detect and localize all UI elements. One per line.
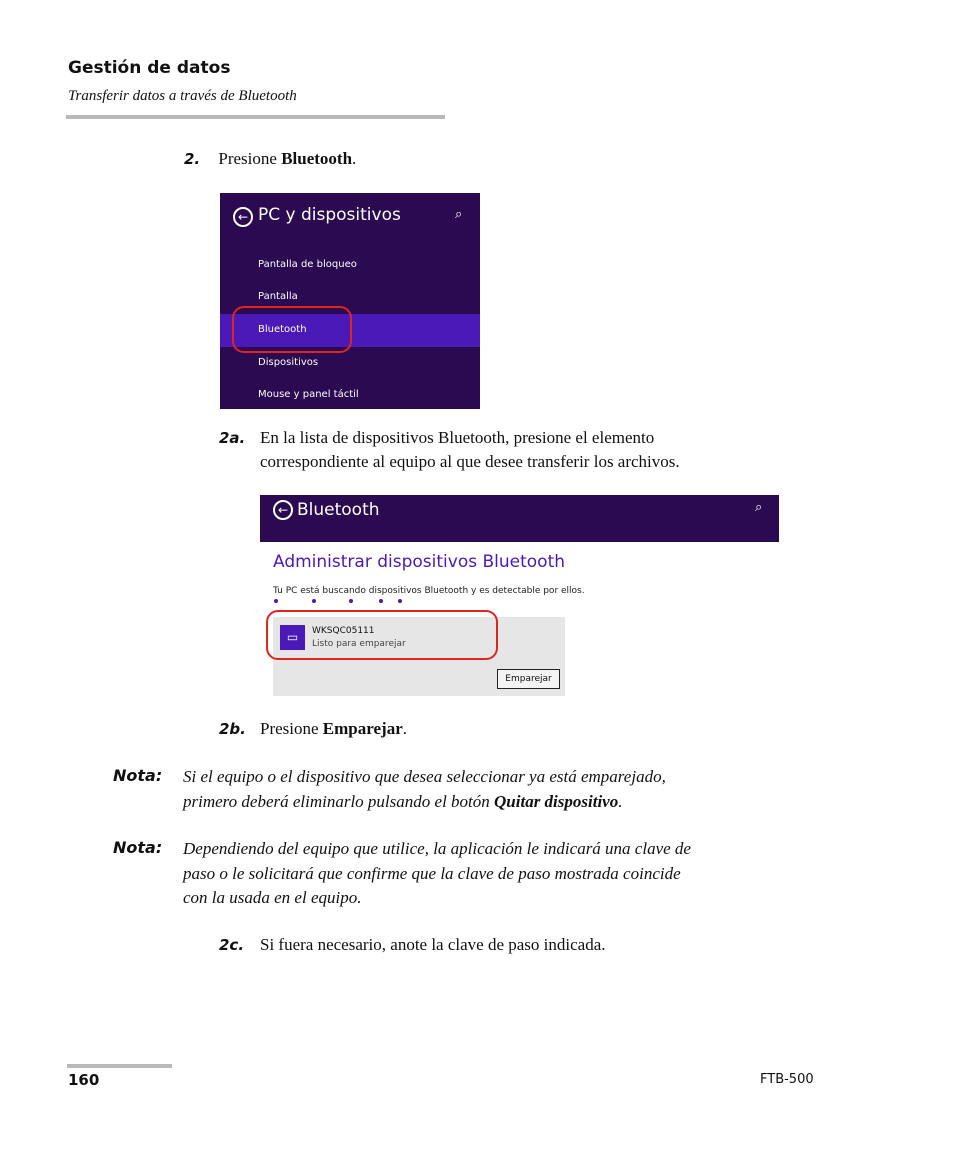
device-icon: ▭ bbox=[280, 625, 305, 650]
pair-button[interactable]: Emparejar bbox=[497, 669, 560, 689]
back-arrow-icon[interactable]: ← bbox=[273, 500, 293, 520]
progress-dot bbox=[274, 599, 278, 603]
step-number: 2c. bbox=[219, 936, 245, 954]
note-2-line-2: paso o le solicitará que confirme que la clave de paso mostrada coincide bbox=[183, 864, 681, 883]
step-2b bbox=[219, 717, 246, 741]
step-text-suffix: . bbox=[402, 719, 407, 738]
back-arrow-icon[interactable]: ← bbox=[233, 207, 253, 227]
search-icon[interactable]: ⌕ bbox=[755, 500, 763, 515]
step-2c bbox=[219, 933, 244, 957]
highlight-outline bbox=[232, 306, 352, 353]
step-2a-line-2: correspondiente al equipo al que desee transferir los archivos. bbox=[260, 452, 680, 471]
step-2c-text: Si fuera necesario, anote la clave de paso indicada. bbox=[260, 935, 606, 954]
note-2-line-1: Dependiendo del equipo que utilice, la aplicación le indicará una clave de bbox=[183, 839, 691, 858]
progress-dot bbox=[379, 599, 383, 603]
menu-item-bluetooth[interactable]: Bluetooth bbox=[258, 324, 307, 335]
note-text-suffix: . bbox=[618, 792, 623, 811]
step-number: 2. bbox=[184, 150, 201, 168]
step-2 bbox=[184, 147, 356, 171]
step-text-bold: Emparejar bbox=[322, 719, 403, 738]
screen-title: Bluetooth bbox=[297, 500, 380, 520]
section-title: Gestión de datos bbox=[68, 58, 231, 78]
highlight-outline bbox=[266, 610, 498, 660]
scan-status-text: Tu PC está buscando dispositivos Bluetooth y es detectable por ellos. bbox=[273, 586, 585, 596]
note-label: Nota: bbox=[113, 766, 163, 785]
progress-dot bbox=[398, 599, 402, 603]
step-2a-line-1: En la lista de dispositivos Bluetooth, presione el elemento bbox=[260, 428, 655, 447]
manage-devices-heading: Administrar dispositivos Bluetooth bbox=[273, 552, 566, 572]
progress-dot bbox=[349, 599, 353, 603]
menu-item-pantalla[interactable]: Pantalla bbox=[258, 291, 298, 302]
note-1-line-2 bbox=[183, 789, 622, 814]
device-status: Listo para emparejar bbox=[312, 639, 406, 649]
screen-title: PC y dispositivos bbox=[258, 205, 401, 225]
note-bold-text: Quitar dispositivo bbox=[494, 792, 619, 811]
header-divider bbox=[66, 115, 445, 119]
footer-divider bbox=[67, 1064, 172, 1068]
bluetooth-screenshot bbox=[260, 495, 779, 696]
menu-item-pantalla-de-bloqueo[interactable]: Pantalla de bloqueo bbox=[258, 259, 357, 270]
step-number: 2a. bbox=[219, 429, 246, 447]
note-2-line-3: con la usada en el equipo. bbox=[183, 888, 362, 907]
note-label: Nota: bbox=[113, 838, 163, 857]
menu-item-dispositivos[interactable]: Dispositivos bbox=[258, 357, 319, 368]
pc-devices-screenshot bbox=[220, 193, 480, 409]
step-text-prefix: Presione bbox=[218, 149, 282, 168]
step-number: 2b. bbox=[219, 720, 246, 738]
step-text-prefix: Presione bbox=[260, 719, 323, 738]
note-text: primero deberá eliminarlo pulsando el botón bbox=[183, 792, 495, 811]
page-number: 160 bbox=[68, 1071, 100, 1089]
note-1-line-1: Si el equipo o el dispositivo que desea seleccionar ya está emparejado, bbox=[183, 767, 666, 786]
product-name: FTB-500 bbox=[760, 1072, 814, 1087]
step-2a bbox=[219, 426, 245, 450]
bluetooth-title-bar bbox=[260, 495, 779, 542]
search-icon[interactable]: ⌕ bbox=[455, 207, 463, 222]
menu-item-mouse-panel-tactil[interactable]: Mouse y panel táctil bbox=[258, 389, 359, 400]
section-subtitle: Transferir datos a través de Bluetooth bbox=[68, 88, 297, 104]
progress-dot bbox=[312, 599, 316, 603]
step-text-bold: Bluetooth bbox=[281, 149, 353, 168]
device-name: WKSQC05111 bbox=[312, 626, 375, 636]
step-text-suffix: . bbox=[352, 149, 357, 168]
step-2b-text bbox=[260, 717, 407, 741]
